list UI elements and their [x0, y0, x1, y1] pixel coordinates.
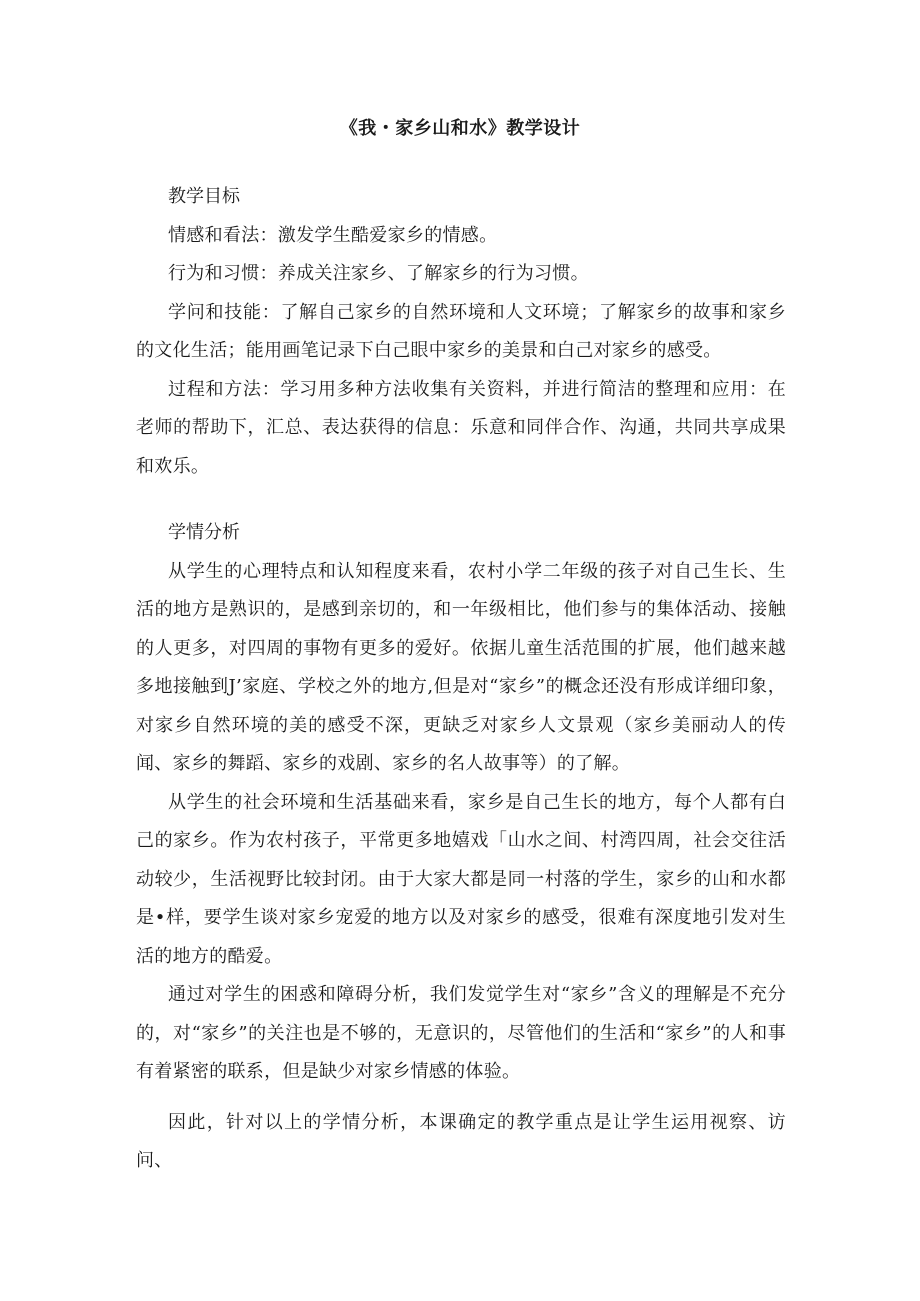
- paragraph-psychology: 从学生的心理特点和认知程度来看，农村小学二年级的孩子对自己生长、生活的地方是熟识的，是感到亲切的，和一年级相比，他们参与的集体活动、接触的人更多，对四周的事物有更多的爱好。依据儿童生活范围的扩展，他们越来越多地接触到J’家庭、学校之外的地方,但是对“家乡”的概念还没有形成详细印象，对家乡自然环境的美的感受不深，更缺乏对家乡人文景观（家乡美丽动人的传闻、家乡的舞蹈、家乡的戏剧、家乡的名人故事等）的了解。: [136, 560, 786, 774]
- paragraph-conclusion: 因此，针对以上的学情分析，本课确定的教学重点是让学生运用视察、访问、: [136, 1111, 786, 1171]
- document-body: [136, 178, 786, 1181]
- paragraph-social-environment: 从学生的社会环境和生活基础来看，家乡是自己生长的地方，每个人都有白己的家乡。作为农村孩子，平常更多地嬉戏「山水之间、村湾四周，社会交往活动较少，生活视野比较封闭。由于大家大都是同一村落的学生，家乡的山和水都是•样，要学生谈对家乡宠爱的地方以及对家乡的感受，很难有深度地引发对生活的地方的酷爱。: [136, 791, 786, 967]
- paragraph-emotion: 情感和看法：激发学生酷爱家乡的情感。: [168, 224, 498, 246]
- paragraph-process: 过程和方法：学习用多种方法收集有关资料，并进行简洁的整理和应用：在老师的帮助下，汇总、表达获得的信息：乐意和同伴合作、沟通，共同共享成果和欢乐。: [136, 378, 786, 477]
- section-heading-teaching-goals: 教学目标: [168, 186, 240, 207]
- section-heading-learning-analysis: 学情分析: [168, 522, 240, 543]
- document-title: 《我・家乡山和水》教学设计: [339, 118, 581, 139]
- paragraph-spacer: [136, 1092, 786, 1104]
- section-spacer: [136, 486, 786, 514]
- paragraph-knowledge: 学问和技能：了解自己家乡的自然环境和人文环境；了解家乡的故事和家乡的文化生活；能用画笔记录下白己眼中家乡的美景和白己对家乡的感受。: [136, 301, 786, 361]
- paragraph-behavior: 行为和习惯：养成关注家乡、了解家乡的行为习惯。: [168, 263, 589, 284]
- paragraph-difficulty-analysis: 通过对学生的困惑和障碍分析，我们发觉学生对“家乡”含义的理解是不充分的，对“家乡”的关注也是不够的，无意识的，尽管他们的生活和“家乡”的人和事有着紧密的联系，但是缺少对家乡情感的体验。: [136, 984, 786, 1082]
